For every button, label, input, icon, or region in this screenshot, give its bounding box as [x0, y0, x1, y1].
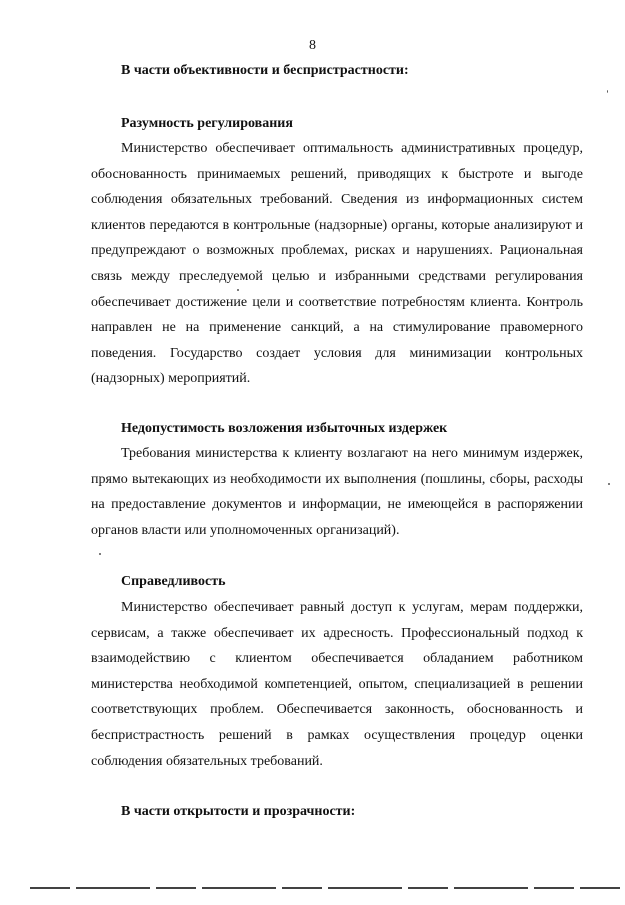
scan-speck: [237, 289, 239, 291]
scan-speck: [99, 553, 101, 555]
scan-speck: [608, 483, 610, 485]
page-number: 8: [309, 38, 316, 53]
regulation-title: Разумность регулирования: [121, 116, 293, 131]
costs-title: Недопустимость возложения избыточных издержек: [121, 421, 448, 436]
objectivity-heading: В части объективности и беспристрастности:: [121, 63, 409, 78]
fairness-paragraph: Министерство обеспечивает равный доступ к услугам, мерам поддержки, сервисам, а также обеспечивает их адресность. Профессиональный подход к взаимодействию с клиентом обеспечивается обладанием работником министерства необходимой компетенцией, опытом, специализацией в решении соответствующих проблем. Обеспечивается законность, обоснованность и беспристрастность решений в рамках осуществления процедур оценки соблюдения обязательных требований.: [91, 600, 583, 769]
fairness-title: Справедливость: [121, 574, 226, 589]
regulation-paragraph: Министерство обеспечивает оптимальность административных процедур, обоснованность принимаемых решений, приводящих к быстроте и выгоде соблюдения обязательных требований. Сведения из информационных систем клиентов передаются в контрольные (надзорные) органы, которые анализируют и предупреждают о возможных проблемах, рисках и нарушениях. Рациональная связь между преследуемой целью и избранными средствами регулирования обеспечивает достижение цели и соответствие потребностям клиента. Контроль направлен не на применение санкций, а на стимулирование правомерного поведения. Государство создает условия для минимизации контрольных (надзорных) мероприятий.: [91, 141, 583, 387]
openness-heading: В части открытости и прозрачности:: [121, 804, 356, 819]
scan-speck: [607, 90, 608, 93]
costs-paragraph: Требования министерства к клиенту возлагают на него минимум издержек, прямо вытекающих из необходимости их выполнения (пошлины, сборы, расходы на предоставление документов и информации, не имеющейся в распоряжении органов власти или уполномоченных организаций).: [91, 446, 583, 538]
scan-bottom-edge: [30, 887, 620, 889]
